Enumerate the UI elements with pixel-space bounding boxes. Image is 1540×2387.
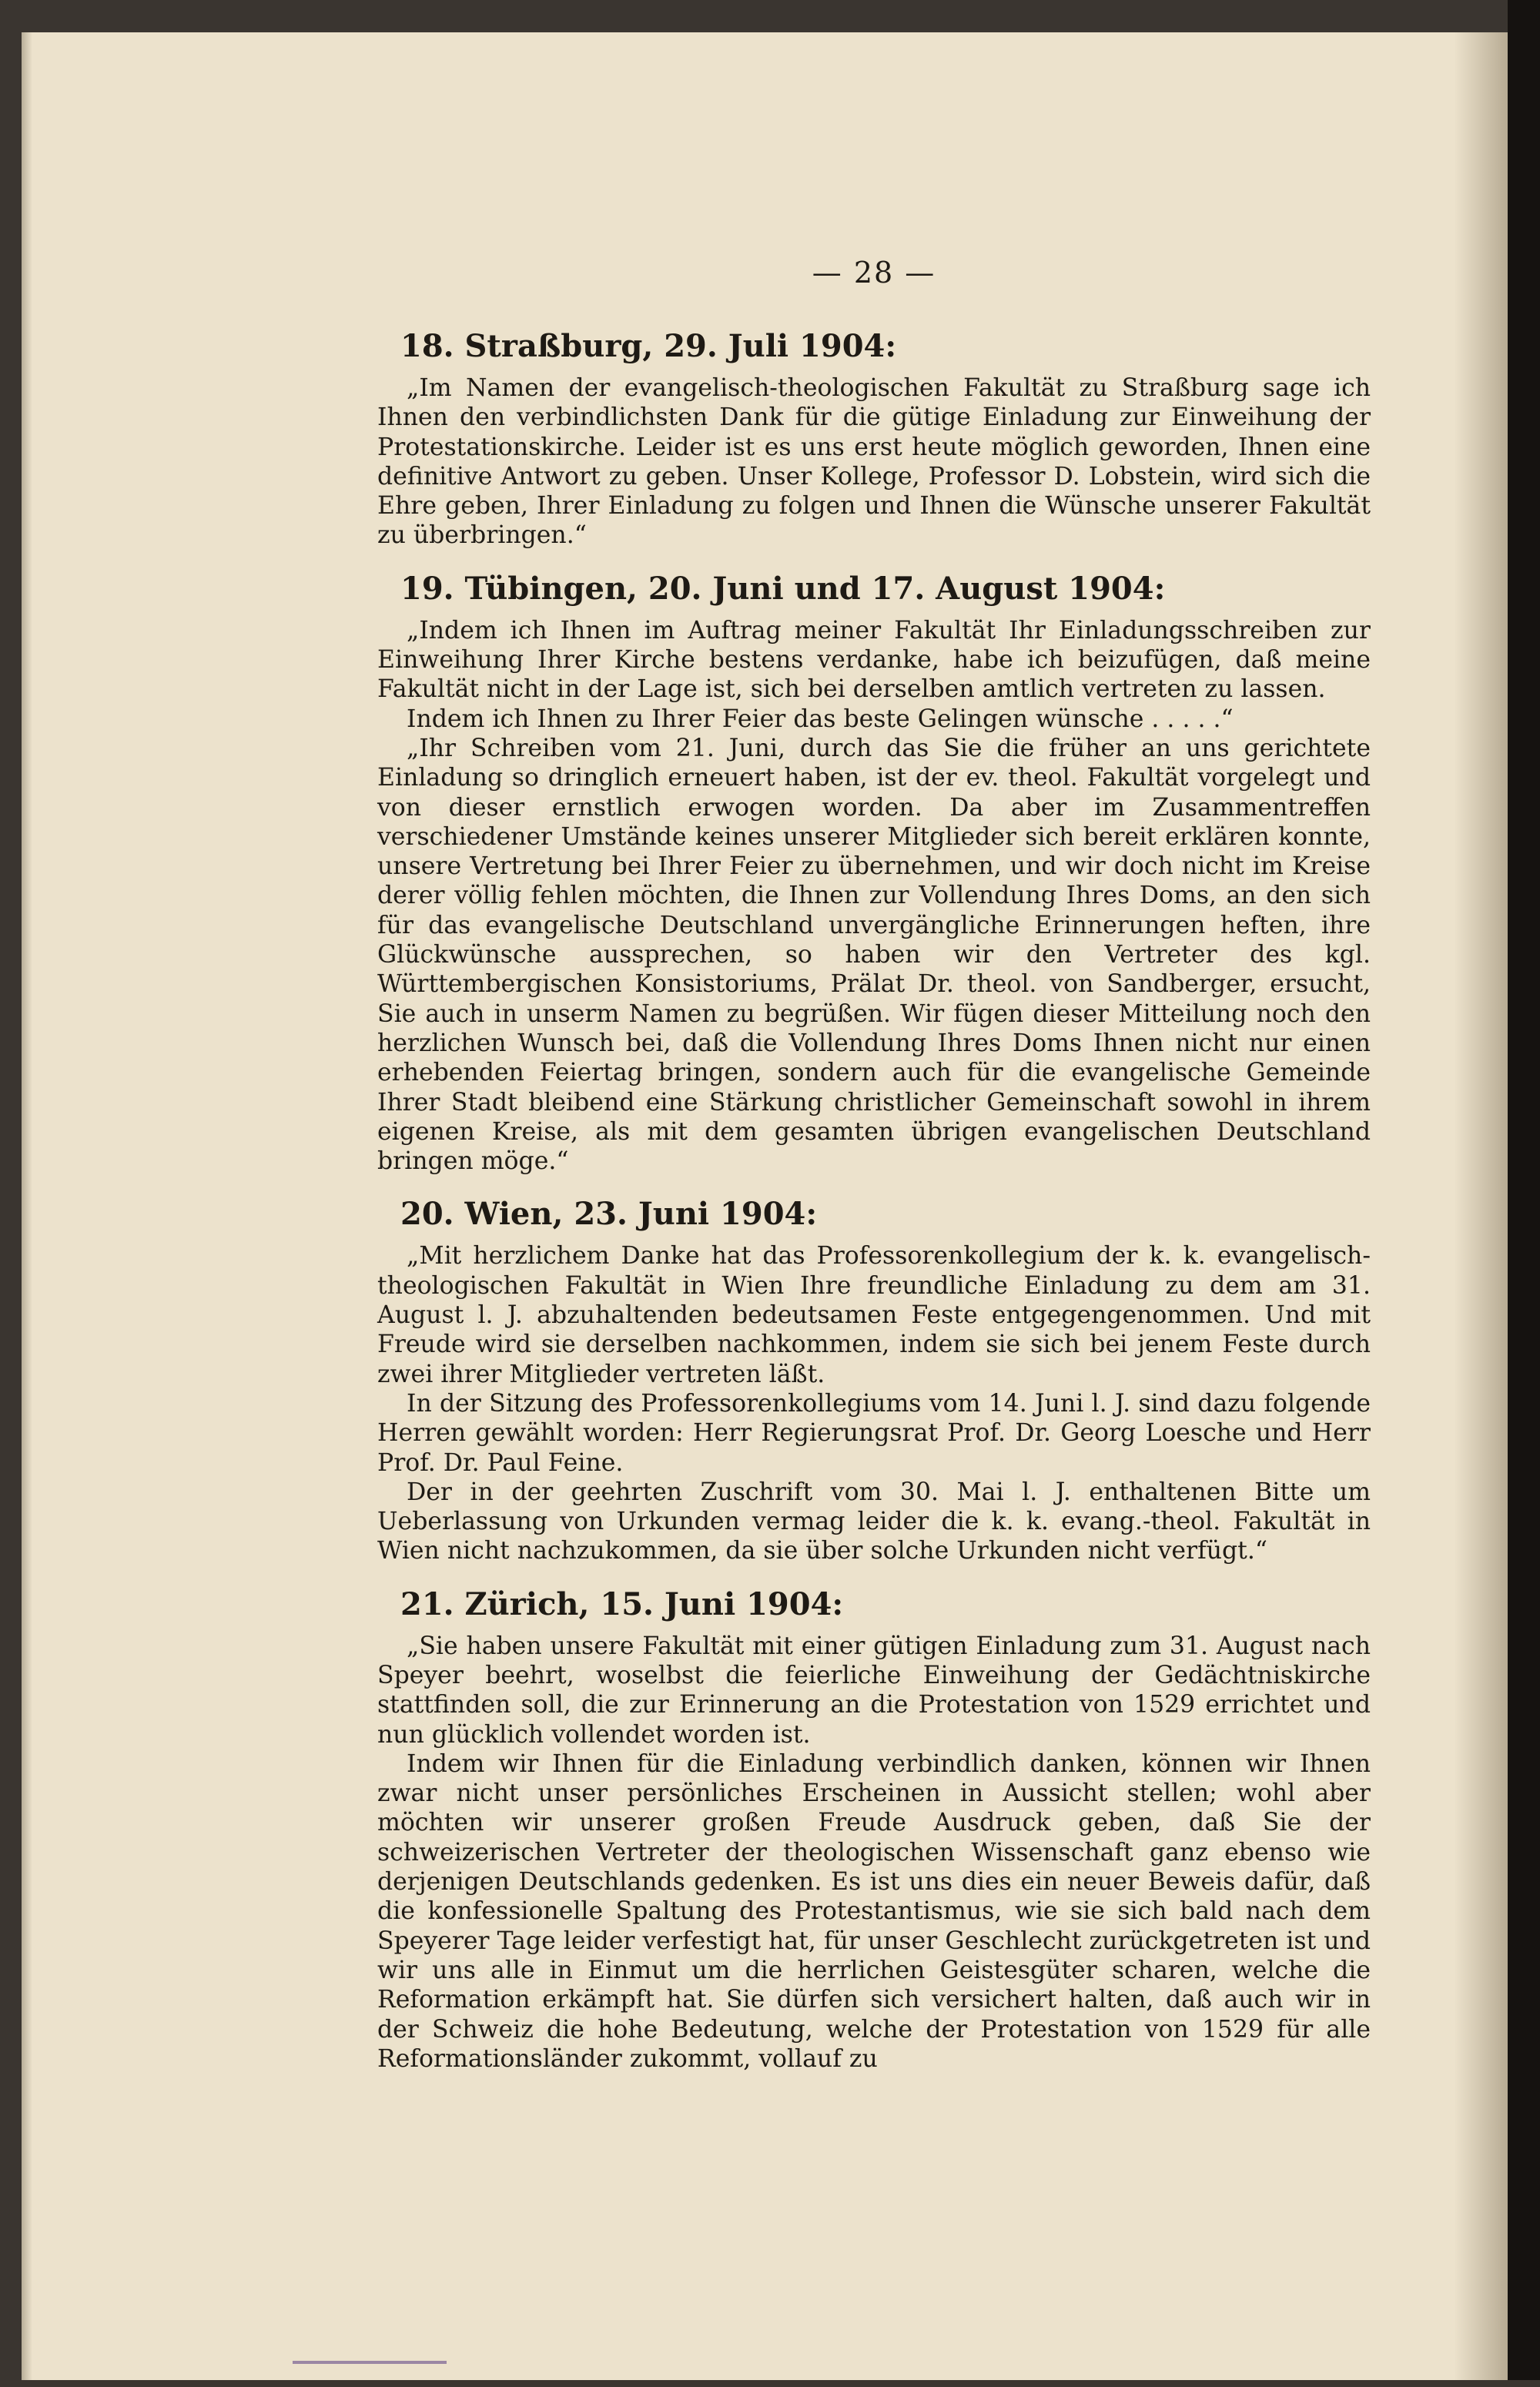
section-tuebingen: [377, 571, 1371, 1177]
section-heading: 21. Zürich, 15. Juni 1904:: [400, 1585, 844, 1622]
paragraph: „Ihr Schreiben vom 21. Juni, durch das Sie die früher an uns gerichtete Einladung so dringlich erneuert haben, ist der ev. theol. Fakultät vorgelegt und von dieser ernstlich erwogen worden. Da aber im Zusammentreffen verschiedener Umstände keines unserer Mitglieder sich bereit erklären konnte, unsere Vertretung bei Ihrer Feier zu übernehmen, und wir doch nicht im Kreise derer völlig fehlen möchten, die Ihnen zur Vollendung Ihres Doms, an den sich für das evangelische Deutschland unvergängliche Erinnerungen heften, ihre Glückwünsche aussprechen, so haben wir den Vertreter des kgl. Württembergischen Konsistoriums, Prälat Dr. theol. von Sandberger, ersucht, Sie auch in unserm Namen zu begrüßen. Wir fügen dieser Mitteilung noch den herzlichen Wunsch bei, daß die Vollendung Ihres Doms Ihnen nicht nur einen erhebenden Feiertag bringen, sondern auch für die evangelische Gemeinde Ihrer Stadt bleibend eine Stärkung christlicher Gemeinschaft sowohl in ihrem eigenen Kreise, als mit dem gesamten übrigen evangelischen Deutschland bringen möge.“: [377, 734, 1371, 1176]
library-stamp-mark: [293, 2361, 447, 2387]
section-strassburg: [377, 328, 1371, 551]
paragraph: „Indem ich Ihnen im Auftrag meiner Fakultät Ihr Einladungsschreiben zur Einweihung Ihrer Kirche bestens verdanke, habe ich beizufügen, daß meine Fakultät nicht in der Lage ist, sich bei derselben amtlich vertreten zu lassen.: [377, 616, 1371, 704]
book-binding-edge: [1508, 0, 1540, 2380]
paragraph: „Im Namen der evangelisch-theologischen Fakultät zu Straßburg sage ich Ihnen den verbindlichsten Dank für die gütige Einladung zur Einweihung der Protestationskirche. Leider ist es uns erst heute möglich geworden, Ihnen eine definitive Antwort zu geben. Unser Kollege, Professor D. Lobstein, wird sich die Ehre geben, Ihrer Einladung zu folgen und Ihnen die Wünsche unserer Fakultät zu überbringen.“: [377, 374, 1371, 550]
paragraph: Der in der geehrten Zuschrift vom 30. Mai l. J. enthaltenen Bitte um Ueberlassung von Urkunden vermag leider die k. k. evang.-theol. Fakultät in Wien nicht nachzukommen, da sie über solche Urkunden nicht verfügt.“: [377, 1478, 1371, 1565]
section-heading: 18. Straßburg, 29. Juli 1904:: [400, 328, 897, 364]
page-number: — 28 —: [812, 256, 936, 290]
paragraph: „Mit herzlichem Danke hat das Professorenkollegium der k. k. evangelisch-theologischen Fakultät in Wien Ihre freundliche Einladung zu dem am 31. August l. J. abzuhaltenden bedeutsamen Feste entgegengenommen. Und mit Freude wird sie derselben nachkommen, indem sie sich bei jenem Feste durch zwei ihrer Mitglieder vertreten läßt.: [377, 1242, 1371, 1388]
page-gutter-shadow: [1454, 32, 1508, 2380]
section-heading: 19. Tübingen, 20. Juni und 17. August 1904:: [400, 570, 1166, 607]
page-content: [377, 256, 1371, 2074]
paragraph: Indem ich Ihnen zu Ihrer Feier das beste Gelingen wünsche . . . . .“: [407, 705, 1234, 733]
paragraph: Indem wir Ihnen für die Einladung verbindlich danken, können wir Ihnen zwar nicht unser persönliches Erscheinen in Aussicht stellen; wohl aber möchten wir unserer großen Freude Ausdruck geben, daß Sie der schweizerischen Vertreter der theologischen Wissenschaft ganz ebenso wie derjenigen Deutschlands gedenken. Es ist uns dies ein neuer Beweis dafür, daß die konfessionelle Spaltung des Protestantismus, wie sie sich bald nach dem Speyerer Tage leider verfestigt hat, für unser Geschlecht zurückgetreten ist und wir uns alle in Einmut um die herrlichen Geistesgüter scharen, welche die Reformation erkämpft hat. Sie dürfen sich versichert halten, daß auch wir in der Schweiz die hohe Bedeutung, welche der Protestation von 1529 für alle Reformationsländer zukommt, vollauf zu: [377, 1749, 1371, 2073]
section-zuerich: [377, 1586, 1371, 2074]
paragraph: In der Sitzung des Professorenkollegiums vom 14. Juni l. J. sind dazu folgende Herren gewählt worden: Herr Regierungsrat Prof. Dr. Georg Loesche und Herr Prof. Dr. Paul Feine.: [377, 1389, 1371, 1477]
section-heading: 20. Wien, 23. Juni 1904:: [400, 1196, 818, 1233]
document-page: [22, 32, 1508, 2380]
page-left-edge-shadow: [22, 32, 32, 2380]
paragraph: „Sie haben unsere Fakultät mit einer gütigen Einladung zum 31. August nach Speyer beehrt, woselbst die feierliche Einweihung der Gedächtniskirche stattfinden soll, die zur Erinnerung an die Protestation von 1529 errichtet und nun glücklich vollendet worden ist.: [377, 1632, 1371, 1749]
section-wien: [377, 1196, 1371, 1565]
